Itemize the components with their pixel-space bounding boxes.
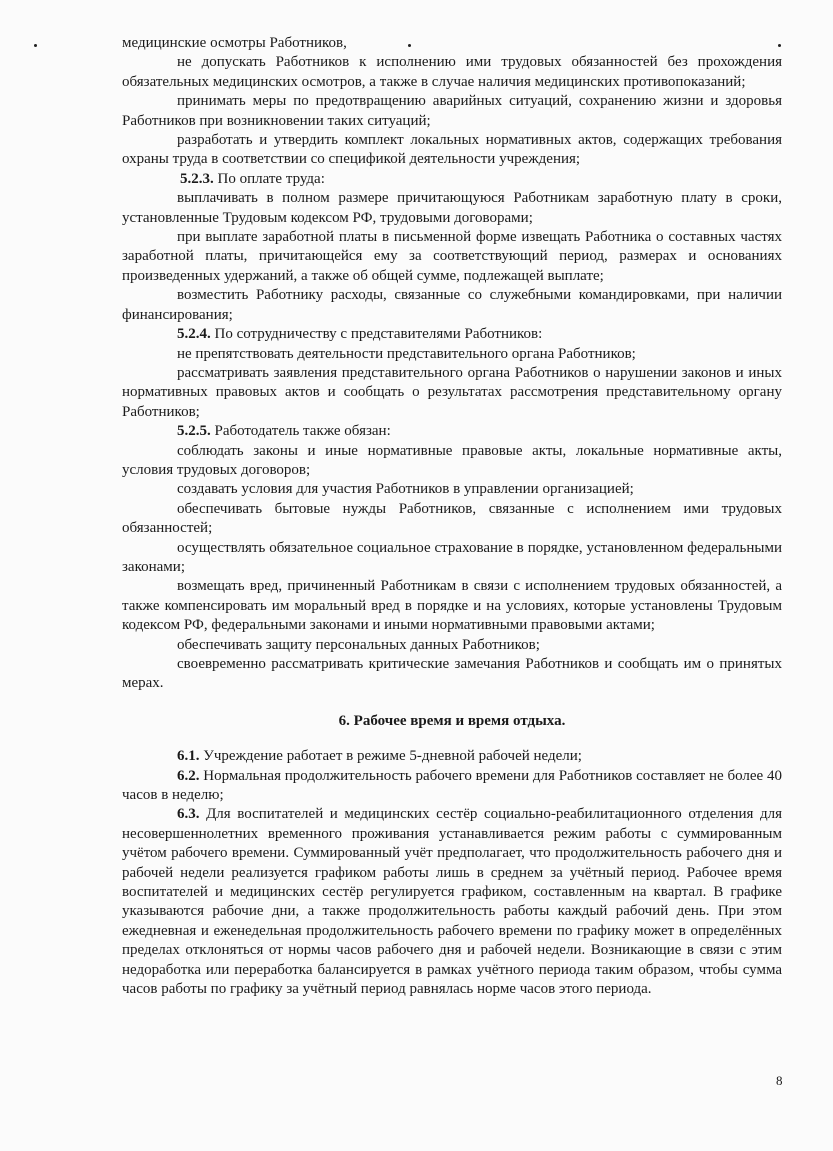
paragraph (122, 747, 782, 766)
paragraph (122, 189, 782, 228)
paragraph-text: возместить Работнику расходы, связанные со служебными командировками, при наличии финансирования; (122, 287, 782, 323)
paragraph (122, 364, 782, 422)
paragraph-text: принимать меры по предотвращению аварийных ситуаций, сохранению жизни и здоровья Работников при возникновении таких ситуаций; (122, 93, 782, 129)
paragraph (122, 500, 782, 539)
paragraph (122, 422, 782, 441)
paragraph-text: обеспечивать защиту персональных данных Работников; (177, 636, 540, 653)
paragraph (122, 228, 782, 286)
clause-number: 6.3. (177, 806, 200, 823)
paragraph-text: По оплате труда: (213, 170, 325, 187)
paragraph-text: разработать и утвердить комплект локальных нормативных актов, содержащих требования охраны труда в соответствии со спецификой деятельности учреждения; (122, 132, 782, 168)
paragraph-text: возмещать вред, причиненный Работникам в связи с исполнением трудовых обязанностей, а также компенсировать им моральный вред в порядке и на условиях, которые установлены Трудовым кодексом РФ, федеральными законами и иными нормативными правовыми актами; (122, 578, 782, 634)
paragraph (122, 131, 782, 170)
clause-number: 5.2.3. (180, 170, 214, 187)
paragraph (122, 636, 782, 655)
paragraph (122, 53, 782, 92)
paragraph-text: Учреждение работает в режиме 5-дневной рабочей недели; (199, 748, 582, 765)
paragraph (122, 170, 782, 189)
paragraph-text: не допускать Работников к исполнению ими трудовых обязанностей без прохождения обязательных медицинских осмотров, а также в случае наличия медицинских противопоказаний; (122, 54, 782, 90)
paragraph-text: создавать условия для участия Работников в управлении организацией; (177, 481, 634, 498)
paragraph-text: выплачивать в полном размере причитающуюся Работникам заработную плату в сроки, установленные Трудовым кодексом РФ, трудовыми договорами; (122, 190, 782, 226)
paragraph (122, 805, 782, 999)
paragraph-text: медицинские осмотры Работников, (122, 35, 347, 51)
paragraph-text: обеспечивать бытовые нужды Работников, связанные с исполнением ими трудовых обязанностей; (122, 500, 782, 537)
paragraph (122, 480, 782, 499)
clause-number: 6.1. (177, 748, 200, 765)
paragraph-text: своевременно рассматривать критические замечания Работников и сообщать им о принятых мерах. (122, 656, 782, 692)
paragraph (122, 655, 782, 694)
paragraph-text: Работодатель также обязан: (210, 423, 391, 440)
paragraph-text: рассматривать заявления представительного органа Работников о нарушении законов и иных нормативных правовых актов и сообщать о результатах рассмотрения представительному органу Работников; (122, 364, 782, 420)
paragraph (122, 539, 782, 578)
clause-number: 6.2. (177, 767, 200, 784)
paragraph (122, 34, 782, 53)
section-heading: 6. Рабочее время и время отдыха. (338, 712, 566, 729)
paragraph (122, 345, 782, 364)
paragraph-text: осуществлять обязательное социальное страхование в порядке, установленном федеральными законами; (122, 539, 782, 575)
document-body (122, 34, 782, 1000)
paragraph-text: По сотрудничеству с представителями Работников: (210, 326, 543, 343)
paragraph-text: соблюдать законы и иные нормативные правовые акты, локальные нормативные акты, условия трудовых договоров; (122, 442, 782, 478)
paragraph (122, 325, 782, 344)
paragraph (122, 577, 782, 635)
paragraph (122, 286, 782, 325)
clause-number: 5.2.5. (177, 423, 211, 440)
paragraph-text: не препятствовать деятельности представительного органа Работников; (177, 345, 636, 362)
paragraph (122, 767, 782, 806)
paragraph-text: Нормальная продолжительность рабочего времени для Работников составляет не более 40 часов в неделю; (122, 767, 782, 804)
clause-number: 5.2.4. (177, 326, 211, 343)
scan-speck (34, 44, 37, 47)
section-5-2-block (122, 34, 782, 694)
paragraph-text: Для воспитателей и медицинских сестёр социально-реабилитационного отделения для несовершеннолетних временного проживания устанавливается режим работы с суммированным учётом рабочего времени. Суммированный учёт предполагает, что продолжительность рабочего дня и рабочей недели реализуется графиком работы лишь в среднем за учётный период. Рабочее время воспитателей и медицинских сестёр регулируется графиком, составленным на квартал. В графике указываются рабочие дни, а также продолжительность работы каждый рабочий день. При этом ежедневная и еженедельная продолжительность рабочего времени по графику может в определённых пределах отклоняться от нормы часов рабочего дня и рабочей недели. Возникающие в связи с этим недоработка или переработка балансируется в рамках учётного периода таким образом, чтобы сумма часов работы по графику за учётный период равнялась норме часов этого периода. (122, 806, 782, 998)
paragraph-text: при выплате заработной платы в письменной форме извещать Работника о составных частях заработной платы, причитающейся ему за соответствующий период, размерах и основаниях произведенных удержаний, а также об общей сумме, подлежащей выплате; (122, 229, 782, 284)
section-6-block (122, 747, 782, 999)
paragraph (122, 92, 782, 131)
page-number: 8 (776, 1073, 783, 1088)
paragraph (122, 442, 782, 481)
